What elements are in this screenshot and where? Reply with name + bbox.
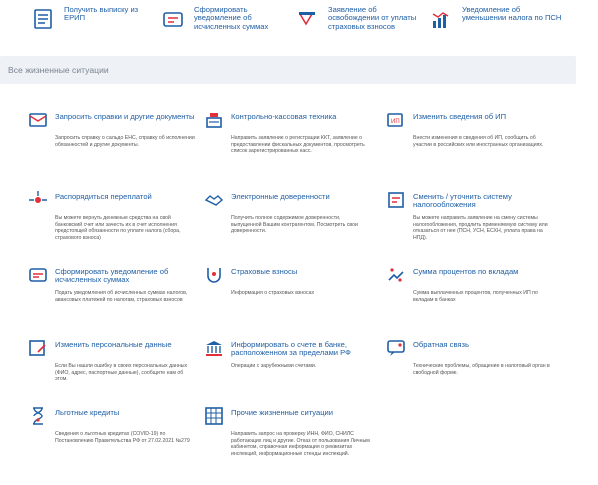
situation-card[interactable] <box>386 110 556 148</box>
situation-title: Сформировать уведомление об исчисленных суммах <box>55 267 169 285</box>
section-banner <box>0 56 576 84</box>
feedback-icon <box>386 338 406 358</box>
notice-sums-icon <box>28 265 48 285</box>
situation-desc: Сумма выплаченных процентов, полученных ИП по вкладам в банках <box>413 290 538 303</box>
quick-action-label: Заявление об освобождении от уплаты страховых взносов <box>328 5 417 31</box>
situation-card[interactable] <box>386 190 556 241</box>
quick-actions-bar <box>0 0 598 52</box>
documents-icon <box>28 110 48 130</box>
situation-title: Изменить персональные данные <box>55 340 172 349</box>
situation-desc: Получить полное содержимое доверенности, выпущенной Вашим контрагентом. Посмотреть свои доверенности. <box>231 215 358 235</box>
quick-action-label: Сформировать уведомление об исчисленных суммах <box>194 5 269 31</box>
situation-card[interactable] <box>204 265 374 297</box>
handshake-icon <box>204 190 224 210</box>
bank-abroad-icon <box>204 338 224 358</box>
situation-title: Информировать о счете в банке, расположенном за пределами РФ <box>231 340 351 358</box>
svg-text:ИП: ИП <box>391 119 400 125</box>
edit-ip-icon <box>386 110 406 130</box>
situation-title: Электронные доверенности <box>231 192 330 201</box>
psn-reduce-icon <box>430 8 454 32</box>
insurance-exempt-icon <box>296 8 320 32</box>
situation-card[interactable] <box>28 190 198 241</box>
tax-system-icon <box>386 190 406 210</box>
situation-title: Обратная связь <box>413 340 469 349</box>
situation-desc: Запросить справку о сальдо ЕНС, справку об исполнении обязанностей и другие документы. <box>55 135 195 148</box>
quick-action-erip[interactable] <box>32 6 144 32</box>
quick-action-label: Уведомление об уменьшении налога по ПСН <box>462 5 562 23</box>
situation-title: Изменить сведения об ИП <box>413 112 507 121</box>
situation-card[interactable] <box>386 265 556 303</box>
situation-card[interactable] <box>204 406 374 457</box>
situation-desc: Вы можете вернуть денежные средства на свой банковский счет или зачесть их в счет исполнения предстоящей обязанности по уплате налога (сбора, страхового взноса) <box>55 215 181 241</box>
situation-desc: Информация о страховых взносах <box>231 290 315 296</box>
situation-title: Прочие жизненные ситуации <box>231 408 334 417</box>
credit-icon <box>28 406 48 426</box>
situation-desc: Подать уведомления об исчисленных суммах налогов, авансовых платежей по налогам, страховых взносов <box>55 290 188 303</box>
situation-card[interactable] <box>28 110 198 148</box>
overpayment-icon <box>28 190 48 210</box>
personal-data-icon <box>28 338 48 358</box>
situation-title: Страховые взносы <box>231 267 298 276</box>
situation-title: Контрольно-кассовая техника <box>231 112 337 121</box>
situation-desc: Вы можете направить заявление на смену системы налогообложения, продлить применяемую систему или отказаться от нее (ПСН, УСН, ЕСХН, уплата права на НПД). <box>413 215 548 241</box>
situation-desc: Если Вы нашли ошибку в своих персональных данных (ФИО, адрес, паспортные данные), сообщите нам об этом. <box>55 363 188 383</box>
quick-action-label: Получить выписку из ЕРИП <box>64 5 139 23</box>
situation-desc: Сведения о льготных кредитах (COVID-19) по Постановлению Правительства РФ от 27.02.2021 №279 <box>55 431 190 444</box>
situation-card[interactable] <box>386 338 556 376</box>
situation-title: Льготные кредиты <box>55 408 120 417</box>
situation-title: Распорядиться переплатой <box>55 192 152 201</box>
quick-action-insurance-exempt[interactable] <box>296 6 418 32</box>
situation-desc: Технические проблемы, обращение в налоговый орган в свободной форме. <box>413 363 550 376</box>
situation-card[interactable] <box>204 338 374 370</box>
situation-desc: Направить заявление о регистрации ККТ, заявление о предоставлении фискальных документов, просмотреть список зарегистрированных касс. <box>231 135 365 155</box>
situation-desc: Направить запрос на проверку ИНН, ФИО, СНИЛС работающих лиц и другие. Отказ от пользования Личным кабинетом, справочная информация о реквизитах инспекций, информационные стенды инспекций. <box>231 431 370 457</box>
situation-card[interactable] <box>204 110 374 155</box>
situation-card[interactable] <box>28 406 198 444</box>
calc-sum-icon <box>162 8 186 32</box>
insurance-icon <box>204 265 224 285</box>
other-situations-icon <box>204 406 224 426</box>
situation-card[interactable] <box>28 338 198 383</box>
situation-card[interactable] <box>28 265 198 303</box>
quick-action-psn[interactable] <box>430 6 562 32</box>
situation-desc: Внести изменения в сведения об ИП, сообщить об участии в российских или иностранных организациях. <box>413 135 544 148</box>
quick-action-calc[interactable] <box>162 6 286 32</box>
situation-card[interactable] <box>204 190 374 235</box>
situation-title: Сменить / уточнить систему налогообложения <box>413 192 512 210</box>
situation-desc: Операции с зарубежными счетами. <box>231 363 317 369</box>
situation-title: Запросить справки и другие документы <box>55 112 195 121</box>
erip-receipt-icon <box>32 8 56 32</box>
cash-register-icon <box>204 110 224 130</box>
section-title: Все жизненные ситуации <box>8 65 109 75</box>
deposit-percent-icon <box>386 265 406 285</box>
situation-title: Сумма процентов по вкладам <box>413 267 519 276</box>
